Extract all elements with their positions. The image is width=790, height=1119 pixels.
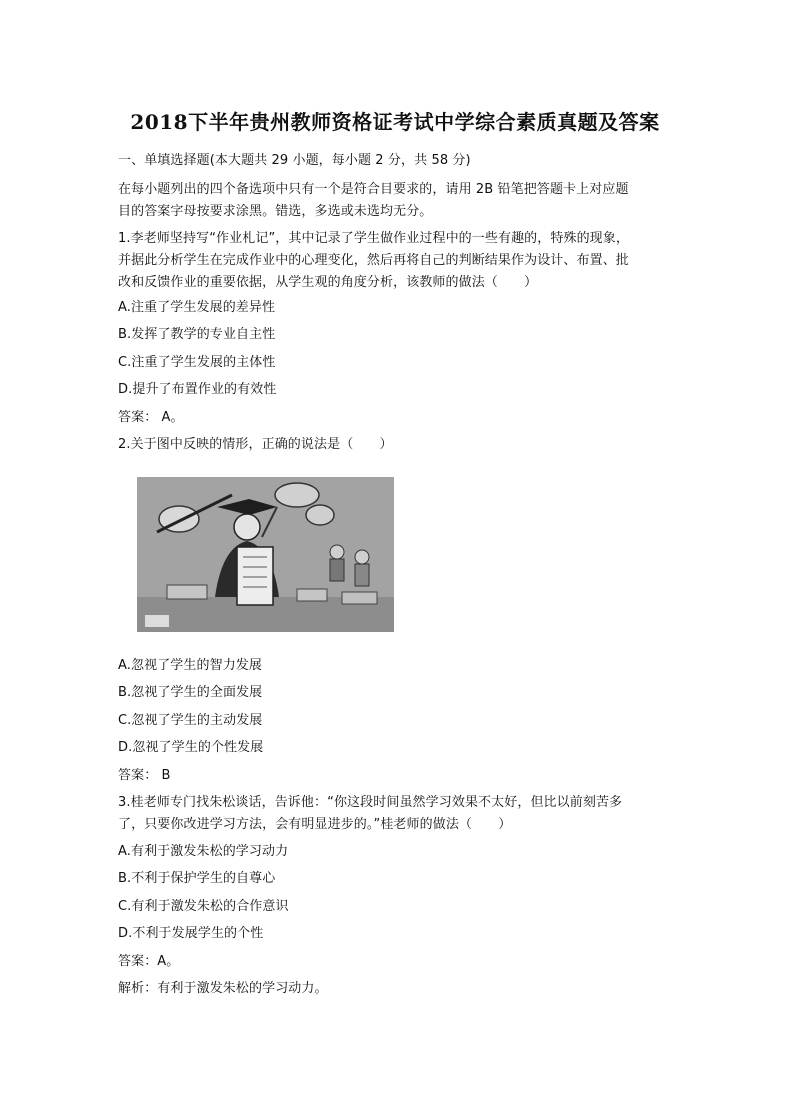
question-1-stem-line: 1.李老师坚持写“作业札记”，其中记录了学生做作业过程中的一些有趣的，特殊的现象， xyxy=(118,231,629,246)
question-3-stem-line: 了，只要你改进学习方法，会有明显进步的。”桂老师的做法（ ） xyxy=(118,817,512,832)
instruction-line: 目的答案字母按要求涂黑。错选，多选或未选均无分。 xyxy=(118,204,433,219)
section-heading: 一、单填选择题(本大题共 29 小题，每小题 2 分，共 58 分) xyxy=(118,153,471,168)
question-3-option-b: B.不利于保护学生的自尊心 xyxy=(118,871,276,886)
question-3-stem-line: 3.桂老师专门找朱松谈话，告诉他：“你这段时间虽然学习效果不太好，但比以前刻苦多 xyxy=(118,795,623,810)
question-3-answer: 答案：A。 xyxy=(118,954,180,969)
question-2-option-c: C.忽视了学生的主动发展 xyxy=(118,713,263,728)
question-3-explanation: 解析：有利于激发朱松的学习动力。 xyxy=(118,981,328,996)
page-title: 2018下半年贵州教师资格证考试中学综合素质真题及答案 xyxy=(130,110,660,134)
question-3-option-d: D.不利于发展学生的个性 xyxy=(118,926,264,941)
question-1-option-c: C.注重了学生发展的主体性 xyxy=(118,355,276,370)
question-1-stem-line: 改和反馈作业的重要依据，从学生观的角度分析，该教师的做法（ ） xyxy=(118,275,538,290)
question-2-option-b: B.忽视了学生的全面发展 xyxy=(118,685,263,700)
question-1-stem-line: 并据此分析学生在完成作业中的心理变化，然后再将自己的判断结果作为设计、布置、批 xyxy=(118,253,629,268)
question-1-option-a: A.注重了学生发展的差异性 xyxy=(118,300,276,315)
question-3-option-a: A.有利于激发朱松的学习动力 xyxy=(118,844,289,859)
question-1-option-d: D.提升了布置作业的有效性 xyxy=(118,382,277,397)
cartoon-illustration-icon xyxy=(137,477,394,632)
question-1-option-b: B.发挥了教学的专业自主性 xyxy=(118,327,276,342)
question-2-stem-line: 2.关于图中反映的情形，正确的说法是（ ） xyxy=(118,437,393,452)
question-2-option-a: A.忽视了学生的智力发展 xyxy=(118,658,262,673)
question-1-answer: 答案： A。 xyxy=(118,410,184,425)
question-2-option-d: D.忽视了学生的个性发展 xyxy=(118,740,264,755)
question-2-answer: 答案： B xyxy=(118,768,171,783)
question-3-option-c: C.有利于激发朱松的合作意识 xyxy=(118,899,289,914)
instruction-line: 在每小题列出的四个备选项中只有一个是符合目要求的，请用 2B 铅笔把答题卡上对应题 xyxy=(118,182,629,197)
